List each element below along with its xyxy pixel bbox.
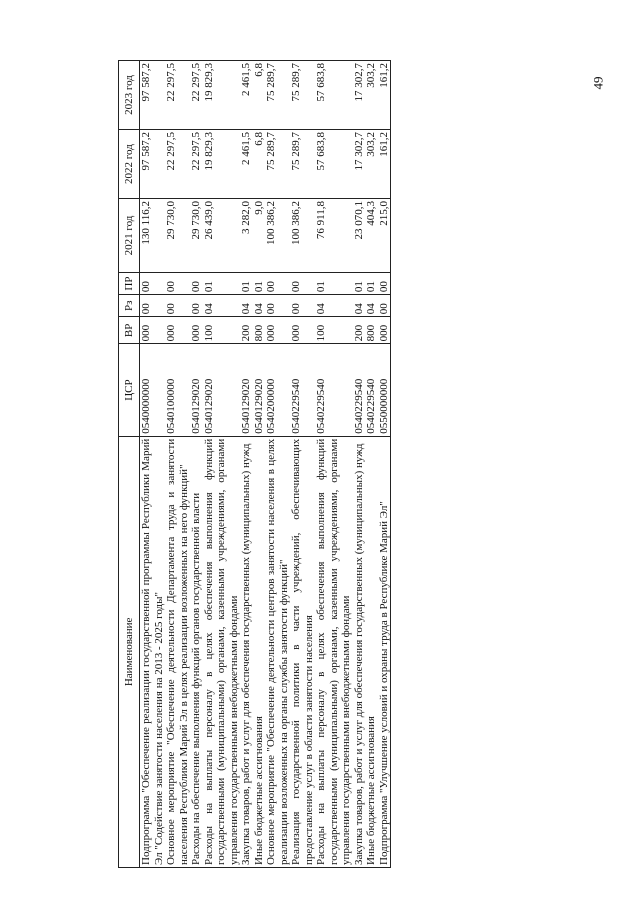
row-csr: 0540129020 xyxy=(240,344,253,436)
row-2021: 404,3 xyxy=(365,199,378,273)
row-name: Основное мероприятие "Обеспечение деятельности центров занятости населения в целях реализации возложенных на органы службы занятости функций" xyxy=(265,436,290,867)
row-rz: 04 xyxy=(253,295,266,317)
row-name: Иные бюджетные ассигнования xyxy=(365,436,378,867)
row-rz: 04 xyxy=(315,295,353,317)
row-rz: 00 xyxy=(378,295,391,317)
row-pr: 01 xyxy=(353,272,366,294)
row-2022: 75 289,7 xyxy=(290,130,315,199)
row-csr: 0540229540 xyxy=(365,344,378,436)
row-vr: 000 xyxy=(165,317,190,344)
row-name: Закупка товаров, работ и услуг для обеспечения государственных (муниципальных) нужд xyxy=(353,436,366,867)
row-pr: 00 xyxy=(165,272,190,294)
row-pr: 00 xyxy=(378,272,391,294)
table-row xyxy=(190,61,203,868)
row-pr: 01 xyxy=(315,272,353,294)
row-2023: 161,2 xyxy=(378,61,391,130)
row-rz: 00 xyxy=(265,295,290,317)
table-row xyxy=(253,61,266,868)
row-csr: 0540100000 xyxy=(165,344,190,436)
row-vr: 800 xyxy=(365,317,378,344)
row-rz: 04 xyxy=(365,295,378,317)
row-vr: 000 xyxy=(140,317,166,344)
row-2022: 303,2 xyxy=(365,130,378,199)
row-2021: 29 730,0 xyxy=(190,199,203,273)
table-row xyxy=(240,61,253,868)
row-2022: 22 297,5 xyxy=(190,130,203,199)
header-2023: 2023 год xyxy=(119,61,140,130)
row-2023: 19 829,3 xyxy=(203,61,241,130)
row-2023: 75 289,7 xyxy=(290,61,315,130)
table-row xyxy=(365,61,378,868)
row-pr: 01 xyxy=(365,272,378,294)
row-rz: 04 xyxy=(353,295,366,317)
table-row xyxy=(353,61,366,868)
table-row xyxy=(165,61,190,868)
row-name: Подпрограмма "Улучшение условий и охраны труда в Республике Марий Эл" xyxy=(378,436,391,867)
row-pr: 00 xyxy=(290,272,315,294)
budget-table-rotated xyxy=(118,60,588,868)
row-2023: 303,2 xyxy=(365,61,378,130)
row-name: Реализация государственной политики в части учреждений, обеспечивающих предоставление услуг в области занятости населения xyxy=(290,436,315,867)
row-pr: 00 xyxy=(140,272,166,294)
row-vr: 000 xyxy=(265,317,290,344)
budget-table xyxy=(118,60,391,868)
row-2021: 26 439,0 xyxy=(203,199,241,273)
row-2023: 22 297,5 xyxy=(190,61,203,130)
row-vr: 000 xyxy=(378,317,391,344)
row-2023: 6,8 xyxy=(253,61,266,130)
row-csr: 0540229540 xyxy=(353,344,366,436)
header-pr: ПР xyxy=(119,272,140,294)
row-csr: 0540000000 xyxy=(140,344,166,436)
row-2022: 17 302,7 xyxy=(353,130,366,199)
row-2022: 2 461,5 xyxy=(240,130,253,199)
row-2022: 161,2 xyxy=(378,130,391,199)
row-name: Расходы на обеспечение выполнения функций органов государственной власти xyxy=(190,436,203,867)
row-2021: 3 282,0 xyxy=(240,199,253,273)
table-row xyxy=(203,61,241,868)
row-2023: 75 289,7 xyxy=(265,61,290,130)
row-2021: 23 070,1 xyxy=(353,199,366,273)
header-rz: Рз xyxy=(119,295,140,317)
row-name: Подпрограмма "Обеспечение реализации государственной программы Республики Марий Эл "Содействие занятости населения на 2013 - 2025 годы" xyxy=(140,436,166,867)
row-vr: 200 xyxy=(240,317,253,344)
header-2021: 2021 год xyxy=(119,199,140,273)
header-csr: ЦСР xyxy=(119,344,140,436)
row-2022: 97 587,2 xyxy=(140,130,166,199)
row-vr: 000 xyxy=(290,317,315,344)
row-2021: 100 386,2 xyxy=(265,199,290,273)
row-2023: 97 587,2 xyxy=(140,61,166,130)
row-2022: 6,8 xyxy=(253,130,266,199)
row-pr: 01 xyxy=(203,272,241,294)
row-2023: 17 302,7 xyxy=(353,61,366,130)
row-name: Расходы на выплаты персоналу в целях обеспечения выполнения функций государственными (муниципальными) органами, казенными учреждениями, органами управления государственными внебюджетными фондами xyxy=(315,436,353,867)
row-csr: 0540229540 xyxy=(290,344,315,436)
table-row xyxy=(378,61,391,868)
row-2023: 2 461,5 xyxy=(240,61,253,130)
row-rz: 00 xyxy=(290,295,315,317)
row-pr: 01 xyxy=(253,272,266,294)
row-rz: 00 xyxy=(165,295,190,317)
table-row xyxy=(140,61,166,868)
row-2021: 215,0 xyxy=(378,199,391,273)
row-pr: 00 xyxy=(190,272,203,294)
header-vr: ВР xyxy=(119,317,140,344)
row-2021: 100 386,2 xyxy=(290,199,315,273)
row-name: Иные бюджетные ассигнования xyxy=(253,436,266,867)
row-csr: 0540229540 xyxy=(315,344,353,436)
row-rz: 00 xyxy=(140,295,166,317)
row-pr: 01 xyxy=(240,272,253,294)
row-rz: 04 xyxy=(240,295,253,317)
row-csr: 0540129020 xyxy=(253,344,266,436)
row-rz: 04 xyxy=(203,295,241,317)
row-csr: 0540129020 xyxy=(203,344,241,436)
row-2021: 76 911,8 xyxy=(315,199,353,273)
row-vr: 200 xyxy=(353,317,366,344)
row-vr: 100 xyxy=(315,317,353,344)
row-pr: 00 xyxy=(265,272,290,294)
row-2022: 22 297,5 xyxy=(165,130,190,199)
row-2022: 19 829,3 xyxy=(203,130,241,199)
header-name: Наименование xyxy=(119,436,140,867)
row-name: Основное мероприятие "Обеспечение деятельности Департамента труда и занятости населения Республики Марий Эл в целях реализации возложенных на него функций" xyxy=(165,436,190,867)
row-2021: 130 116,2 xyxy=(140,199,166,273)
page-number: 49 xyxy=(590,76,606,90)
row-vr: 000 xyxy=(190,317,203,344)
row-name: Расходы на выплаты персоналу в целях обеспечения выполнения функций государственными (муниципальными) органами, казенными учреждениями, органами управления государственными внебюджетными фондами xyxy=(203,436,241,867)
row-2022: 57 683,8 xyxy=(315,130,353,199)
row-2021: 9,0 xyxy=(253,199,266,273)
row-vr: 100 xyxy=(203,317,241,344)
table-row xyxy=(290,61,315,868)
row-name: Закупка товаров, работ и услуг для обеспечения государственных (муниципальных) нужд xyxy=(240,436,253,867)
row-2023: 22 297,5 xyxy=(165,61,190,130)
header-2022: 2022 год xyxy=(119,130,140,199)
row-csr: 0540129020 xyxy=(190,344,203,436)
table-header-row xyxy=(119,61,140,868)
row-csr: 0550000000 xyxy=(378,344,391,436)
row-2022: 75 289,7 xyxy=(265,130,290,199)
table-row xyxy=(265,61,290,868)
row-csr: 0540200000 xyxy=(265,344,290,436)
table-row xyxy=(315,61,353,868)
row-2023: 57 683,8 xyxy=(315,61,353,130)
row-vr: 800 xyxy=(253,317,266,344)
row-rz: 00 xyxy=(190,295,203,317)
row-2021: 29 730,0 xyxy=(165,199,190,273)
